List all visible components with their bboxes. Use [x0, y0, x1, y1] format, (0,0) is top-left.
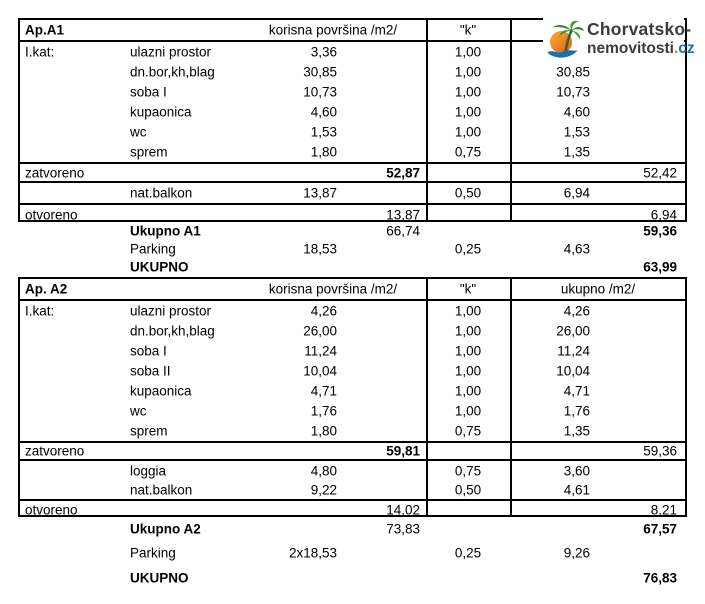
total-value: 4,26 [563, 303, 590, 319]
closed-subtotal-row [20, 162, 685, 183]
area-value: 10,73 [303, 84, 337, 100]
ukupno-row [20, 222, 687, 240]
room-name: ulazni prostor [130, 303, 212, 319]
table-row [20, 183, 685, 203]
brand-line2: nemovitosti.cz [587, 40, 695, 57]
table-row [20, 142, 685, 162]
total-value: 4,61 [563, 481, 590, 497]
grand-total-label: UKUPNO [130, 259, 189, 275]
subtotal-total: 52,42 [643, 164, 677, 180]
total-value: 1,76 [563, 403, 590, 419]
table-row [20, 301, 685, 321]
parking-row [20, 240, 687, 258]
total-value: 1,35 [563, 423, 590, 439]
brand-text [587, 19, 695, 62]
table-row [20, 62, 685, 82]
room-name: loggia [130, 462, 167, 478]
parking-k: 0,25 [454, 241, 482, 257]
k-value: 1,00 [454, 403, 482, 419]
subtotal-total: 6,94 [650, 206, 677, 222]
total-value: 11,24 [557, 343, 590, 359]
open-subtotal-row [20, 499, 685, 519]
table-row [20, 102, 685, 122]
area-value: 10,04 [303, 363, 337, 379]
total-value: 10,73 [556, 84, 590, 100]
area-value: 9,22 [310, 481, 337, 497]
palm-tree-icon [545, 19, 585, 59]
table-row [20, 381, 685, 401]
k-value: 1,00 [454, 124, 482, 140]
room-name: kupaonica [130, 383, 192, 399]
brand-dot: . [673, 40, 679, 57]
area-value: 4,60 [310, 104, 337, 120]
k-value: 0,50 [454, 185, 482, 201]
grand-total-row [20, 565, 687, 591]
subtotal-area: 59,81 [386, 443, 420, 459]
table-row [20, 122, 685, 142]
k-value: 1,00 [454, 64, 482, 80]
ukupno-label: Ukupno A2 [130, 521, 201, 537]
ukupno-total: 59,36 [643, 223, 677, 239]
k-value: 1,00 [454, 104, 482, 120]
area-value: 1,76 [310, 403, 337, 419]
parking-k: 0,25 [454, 545, 482, 561]
column-header-area: korisna površina /m2/ [268, 281, 398, 297]
room-name: sprem [130, 144, 168, 160]
total-value: 1,53 [563, 124, 590, 140]
parking-label: Parking [130, 241, 176, 257]
total-value: 1,35 [563, 144, 590, 160]
grand-total-value: 63,99 [643, 259, 677, 275]
total-value: 6,94 [563, 185, 590, 201]
subtotal-area: 14,02 [386, 502, 420, 518]
ukupno-label: Ukupno A1 [130, 223, 201, 239]
grand-total-label: UKUPNO [130, 570, 189, 586]
parking-total: 4,63 [563, 241, 590, 257]
ukupno-area: 66,74 [386, 223, 420, 239]
parking-row [20, 541, 687, 565]
table-title: Ap.A1 [25, 22, 65, 38]
area-value: 1,53 [310, 124, 337, 140]
brand-tld: cz [678, 40, 695, 57]
k-value: 1,00 [454, 303, 482, 319]
subtotal-area: 52,87 [386, 164, 420, 180]
table-row [20, 321, 685, 341]
table-row [20, 401, 685, 421]
area-value: 1,80 [310, 423, 337, 439]
k-value: 0,75 [454, 423, 482, 439]
k-value: 1,00 [454, 343, 482, 359]
room-name: ulazni prostor [130, 44, 212, 60]
subtotal-area: 13,87 [386, 206, 420, 222]
room-name: soba II [130, 363, 171, 379]
grand-total-row [20, 258, 687, 276]
parking-total: 9,26 [563, 545, 590, 561]
k-value: 0,50 [454, 481, 482, 497]
column-header-k: "k" [459, 22, 477, 38]
k-value: 1,00 [454, 383, 482, 399]
k-value: 1,00 [454, 323, 482, 339]
room-name: dn.bor,kh,blag [130, 64, 215, 80]
closed-subtotal-row [20, 441, 685, 461]
floor-label: I.kat: [25, 303, 55, 319]
area-value: 4,71 [310, 383, 337, 399]
table-row [20, 82, 685, 102]
room-name: nat.balkon [130, 481, 193, 497]
total-value: 4,60 [563, 104, 590, 120]
area-value: 4,26 [310, 303, 337, 319]
subtotal-label: zatvoreno [25, 164, 85, 180]
logo [543, 0, 695, 62]
area-value: 30,85 [303, 64, 337, 80]
room-name: sprem [130, 423, 168, 439]
k-value: 1,00 [454, 84, 482, 100]
summary-a2 [20, 517, 687, 591]
room-name: dn.bor,kh,blag [130, 323, 215, 339]
area-value: 3,36 [310, 44, 337, 60]
table-row [20, 461, 685, 480]
column-header-total: ukupno /m2/ [560, 281, 636, 297]
area-value: 11,24 [304, 343, 337, 359]
room-name: soba I [130, 343, 167, 359]
column-header-area: korisna površina /m2/ [268, 22, 398, 38]
table-row [20, 421, 685, 441]
parking-label: Parking [130, 545, 176, 561]
summary-a1 [20, 222, 687, 276]
subtotal-label: zatvoreno [25, 443, 85, 459]
brand-line1: Chorvatsko- [587, 19, 692, 39]
ukupno-area: 73,83 [386, 521, 420, 537]
room-name: wc [130, 403, 147, 419]
ukupno-row [20, 517, 687, 541]
open-subtotal-row [20, 203, 685, 224]
column-header-k: "k" [459, 281, 477, 297]
room-name: kupaonica [130, 104, 192, 120]
area-value: 1,80 [310, 144, 337, 160]
grand-total-value: 76,83 [643, 570, 677, 586]
area-value: 26,00 [303, 323, 337, 339]
room-name: nat.balkon [130, 185, 193, 201]
subtotal-total: 8,21 [650, 502, 677, 518]
k-value: 0,75 [454, 144, 482, 160]
parking-area: 18,53 [303, 241, 337, 257]
parking-area: 2x18,53 [288, 545, 337, 561]
table-row [20, 480, 685, 499]
table-row [20, 341, 685, 361]
total-value: 30,85 [556, 64, 590, 80]
subtotal-total: 59,36 [643, 443, 677, 459]
subtotal-label: otvoreno [25, 502, 78, 518]
total-value: 3,60 [563, 462, 590, 478]
table-header-row [20, 279, 685, 301]
subtotal-label: otvoreno [25, 206, 78, 222]
floor-label: I.kat: [25, 44, 55, 60]
total-value: 10,04 [556, 363, 590, 379]
area-value: 13,87 [303, 185, 337, 201]
room-name: soba I [130, 84, 167, 100]
total-value: 26,00 [556, 323, 590, 339]
area-value: 4,80 [310, 462, 337, 478]
k-value: 1,00 [454, 44, 482, 60]
k-value: 1,00 [454, 363, 482, 379]
k-value: 0,75 [454, 462, 482, 478]
total-value: 4,71 [563, 383, 590, 399]
table-title: Ap. A2 [25, 281, 68, 297]
ukupno-total: 67,57 [643, 521, 677, 537]
table-row [20, 361, 685, 381]
area-table-a2 [18, 277, 687, 517]
room-name: wc [130, 124, 147, 140]
